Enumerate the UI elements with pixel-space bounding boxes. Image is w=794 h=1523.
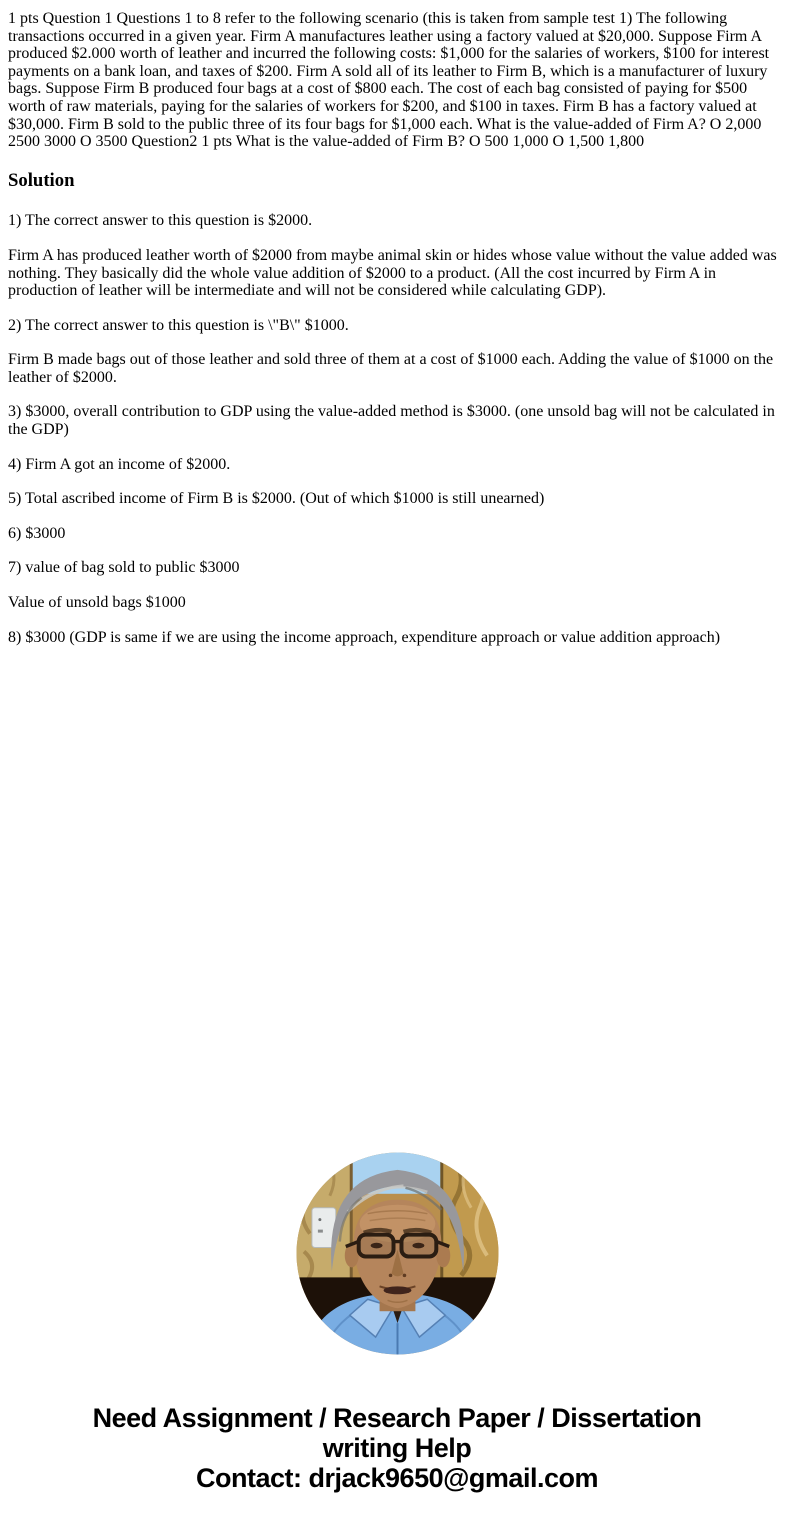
solution-paragraph: 6) $3000: [8, 524, 66, 542]
solution-paragraph: 1) The correct answer to this question is $2000.: [8, 212, 313, 230]
footer-line: writing Help: [322, 1433, 472, 1464]
tutor-avatar: [296, 1152, 499, 1355]
solution-paragraph: 8) $3000 (GDP is same if we are using the income approach, expenditure approach or value addition approach): [8, 628, 721, 646]
question-paragraph: 1 pts Question 1 Questions 1 to 8 refer to the following scenario (this is taken from sample test 1) The following transactions occurred in a given year. Firm A manufactures leather using a factory valued at $20,000. Suppose Firm A produced $2.000 worth of leather and incurred the following costs: $1,000 for the salaries of workers, $100 for interest payments on a bank loan, and taxes of $200. Firm A sold all of its leather to Firm B, which is a manufacturer of luxury bags. Suppose Firm B produced four bags at a cost of $800 each. The cost of each bag consisted of paying for $500 worth of raw materials, paying for the salaries of workers for $200, and $100 in taxes. Firm B has a factory valued at $30,000. Firm B sold to the public three of its four bags for $1,000 each. What is the value-added of Firm A? O 2,000 2500 3000 O 3500 Question2 1 pts What is the value-added of Firm B? O 500 1,000 O 1,500 1,800: [8, 10, 770, 151]
solution-paragraph: Firm A has produced leather worth of $2000 from maybe animal skin or hides whose value without the value added was nothing. They basically did the whole value addition of $2000 to a product. (All the cost incurred by Firm A in production of leather will be intermediate and will not be considered while calculating GDP).: [8, 246, 777, 300]
footer-contact-email: Contact: drjack9650@gmail.com: [196, 1463, 598, 1494]
solution-paragraph: 5) Total ascribed income of Firm B is $2000. (Out of which $1000 is still unearned): [8, 490, 545, 508]
footer-advert: [8, 1403, 786, 1493]
footer-line: Need Assignment / Research Paper / Dissertation: [92, 1403, 702, 1434]
solution-paragraph: 4) Firm A got an income of $2000.: [8, 455, 231, 473]
solution-paragraph: Firm B made bags out of those leather and sold three of them at a cost of $1000 each. Adding the value of $1000 on the leather of $2000.: [8, 351, 774, 386]
solution-paragraph: 7) value of bag sold to public $3000: [8, 559, 240, 577]
solution-paragraph: 3) $3000, overall contribution to GDP using the value-added method is $3000. (one unsold bag will not be calculated in the GDP): [8, 403, 775, 439]
solution-heading: Solution: [8, 169, 75, 191]
solution-paragraph: Value of unsold bags $1000: [8, 594, 186, 612]
solution-paragraph: 2) The correct answer to this question is \"B\" $1000.: [8, 316, 349, 334]
tutor-avatar-image: [296, 1152, 499, 1355]
